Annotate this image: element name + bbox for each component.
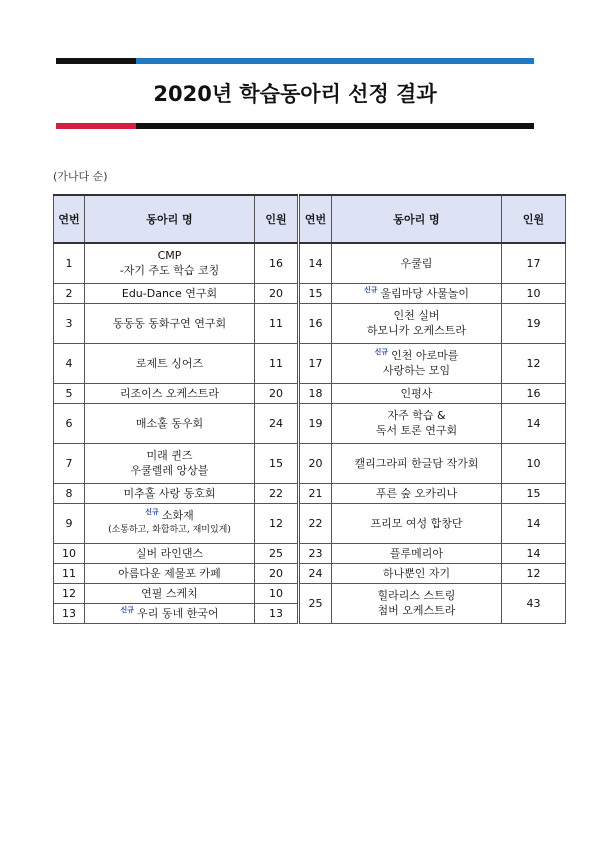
header-no: 연번 [54,195,85,243]
club-name [332,383,502,403]
club-name-text: 우쿨림 [400,256,433,270]
header-count: 인원 [502,195,566,243]
club-name-line [332,566,501,581]
club-name-line [85,448,254,463]
club-name-line [332,486,501,501]
club-name-line [332,286,501,301]
member-count: 19 [502,303,566,343]
club-name-text: 푸른 숲 오카리나 [375,486,458,500]
header-name: 동아리 명 [85,195,255,243]
club-name-text: 우쿨렐레 앙상블 [130,464,209,477]
club-name-line [332,603,501,618]
header-bar-black-bottom [136,123,534,129]
club-name [332,503,502,543]
member-count: 12 [502,343,566,383]
page-title: 2020년 학습동아리 선정 결과 [153,82,437,106]
table-row [300,563,566,583]
club-name-line [85,263,254,278]
club-name-line [85,486,254,501]
club-name-line [85,286,254,301]
table-row [300,303,566,343]
row-number: 19 [300,403,332,443]
table-row [54,383,298,403]
club-name-text: 매소홀 동우회 [135,416,204,430]
club-name-text: 미추홀 사랑 동호회 [123,486,216,500]
club-name-line [85,566,254,581]
club-name-line [85,386,254,401]
member-count: 12 [502,563,566,583]
club-name-line [85,356,254,371]
club-name [85,503,255,543]
member-count: 15 [502,483,566,503]
club-name-line [332,546,501,561]
row-number: 13 [54,603,85,623]
member-count: 24 [255,403,298,443]
club-table-left [53,194,298,624]
club-name-text: 인천 아로마를 [391,349,459,362]
new-badge: 신규 [374,348,389,357]
row-number: 8 [54,483,85,503]
club-name-text: 프리모 여성 합창단 [370,516,463,530]
club-name [85,283,255,303]
club-name [85,603,255,623]
row-number: 14 [300,243,332,283]
club-name-text: 미래 퀸즈 [146,449,193,462]
club-name-text: 아름다운 제물포 카페 [118,566,221,580]
table-row [54,243,298,283]
header-bar-blue [136,58,534,64]
club-name [332,483,502,503]
member-count: 14 [502,503,566,543]
club-name-text: (소통하고, 화합하고, 재미있게) [108,525,231,535]
member-count: 12 [255,503,298,543]
member-count: 22 [255,483,298,503]
club-name [332,243,502,283]
club-name [332,283,502,303]
club-name-text: Edu-Dance 연구회 [121,286,218,300]
club-name-line [332,456,501,471]
club-name-text: 실버 라인댄스 [135,546,204,560]
club-name-text: 첨버 오케스트라 [377,604,456,617]
club-name [85,543,255,563]
member-count: 16 [255,243,298,283]
member-count: 15 [255,443,298,483]
table-row [54,403,298,443]
club-name-text: 우리 동네 한국어 [137,606,219,620]
club-name [85,403,255,443]
row-number: 20 [300,443,332,483]
club-name-line [85,416,254,431]
row-number: 24 [300,563,332,583]
table-row [300,503,566,543]
header-count: 인원 [255,195,298,243]
table-row [54,303,298,343]
table-row [300,243,566,283]
row-number: 18 [300,383,332,403]
club-name [332,303,502,343]
club-name-line [332,363,501,378]
row-number: 2 [54,283,85,303]
club-name [332,583,502,623]
club-name-text: 리조이스 오케스트라 [119,386,220,400]
club-name-text: 동동동 동화구연 연구회 [112,316,227,330]
club-name-line [85,606,254,621]
club-name-text: 힐라리스 스트링 [377,589,456,602]
member-count: 11 [255,303,298,343]
club-name-line [332,348,501,363]
club-name [85,443,255,483]
club-name [332,403,502,443]
row-number: 25 [300,583,332,623]
club-name-text: 사랑하는 모임 [382,364,451,377]
row-number: 22 [300,503,332,543]
club-name [85,583,255,603]
row-number: 21 [300,483,332,503]
member-count: 14 [502,403,566,443]
club-name-line [332,516,501,531]
club-name-line [332,256,501,271]
table-row [300,443,566,483]
table-row [54,583,298,603]
club-name-text: 인평사 [400,386,433,400]
table-header-row [54,195,298,243]
club-name-line [332,386,501,401]
row-number: 16 [300,303,332,343]
club-name-text: 소화재 [161,509,194,522]
new-badge: 신규 [363,285,378,294]
club-name [85,563,255,583]
member-count: 20 [255,283,298,303]
club-name-text: 연필 스케치 [141,586,198,600]
sort-note: (가나다 순) [53,170,108,183]
club-name-line [332,588,501,603]
header-bar-black [56,58,136,64]
row-number: 12 [54,583,85,603]
club-name [85,483,255,503]
club-name-line [332,323,501,338]
member-count: 14 [502,543,566,563]
club-name-text: 로제트 싱어즈 [135,356,204,370]
member-count: 25 [255,543,298,563]
table-row [300,283,566,303]
club-name [85,383,255,403]
club-name-line [85,248,254,263]
table-row [300,383,566,403]
table-row [54,443,298,483]
club-name [332,563,502,583]
club-name-line [332,408,501,423]
club-name-text: 독서 토론 연구회 [375,424,458,437]
club-name-line [85,508,254,523]
club-name [332,443,502,483]
table-row [54,563,298,583]
table-row [300,543,566,563]
club-name-text: CMP [157,249,182,263]
row-number: 15 [300,283,332,303]
club-name-text: 하나뿐인 자기 [382,566,451,580]
table-row [54,343,298,383]
table-row [54,543,298,563]
member-count: 10 [502,283,566,303]
club-name [85,303,255,343]
member-count: 11 [255,343,298,383]
member-count: 17 [502,243,566,283]
table-row [300,343,566,383]
row-number: 5 [54,383,85,403]
table-row [300,403,566,443]
row-number: 17 [300,343,332,383]
new-badge: 신규 [145,508,159,517]
club-name [85,243,255,283]
club-name [332,543,502,563]
member-count: 10 [255,583,298,603]
club-name-line [85,523,254,538]
row-number: 1 [54,243,85,283]
new-badge: 신규 [120,605,135,614]
club-name-text: 인천 실버 [393,309,440,322]
member-count: 43 [502,583,566,623]
club-table-right [299,194,566,624]
table-row [54,483,298,503]
row-number: 4 [54,343,85,383]
member-count: 20 [255,563,298,583]
row-number: 7 [54,443,85,483]
member-count: 13 [255,603,298,623]
club-name-text: 자주 학습 & [387,409,446,422]
club-name-line [85,463,254,478]
row-number: 11 [54,563,85,583]
club-name [85,343,255,383]
header-name: 동아리 명 [332,195,502,243]
row-number: 10 [54,543,85,563]
row-number: 9 [54,503,85,543]
club-name-text: 울림마당 사물놀이 [380,286,470,300]
club-name-line [85,316,254,331]
club-name-text: 캘리그라피 한글담 작가회 [354,456,479,470]
club-name-text: 하모니카 오케스트라 [366,324,467,337]
club-name-line [332,308,501,323]
table-row [300,483,566,503]
row-number: 23 [300,543,332,563]
club-name-line [332,423,501,438]
club-name-text: -자기 주도 학습 코칭 [119,264,220,278]
member-count: 10 [502,443,566,483]
member-count: 16 [502,383,566,403]
club-name-line [85,546,254,561]
club-name [332,343,502,383]
club-name-line [85,586,254,601]
row-number: 3 [54,303,85,343]
row-number: 6 [54,403,85,443]
header-bar-red [56,123,136,129]
member-count: 20 [255,383,298,403]
table-row [54,503,298,543]
table-row [54,603,298,623]
table-row [300,583,566,623]
club-name-text: 플루메리아 [389,546,444,560]
header-no: 연번 [300,195,332,243]
table-row [54,283,298,303]
table-header-row [300,195,566,243]
